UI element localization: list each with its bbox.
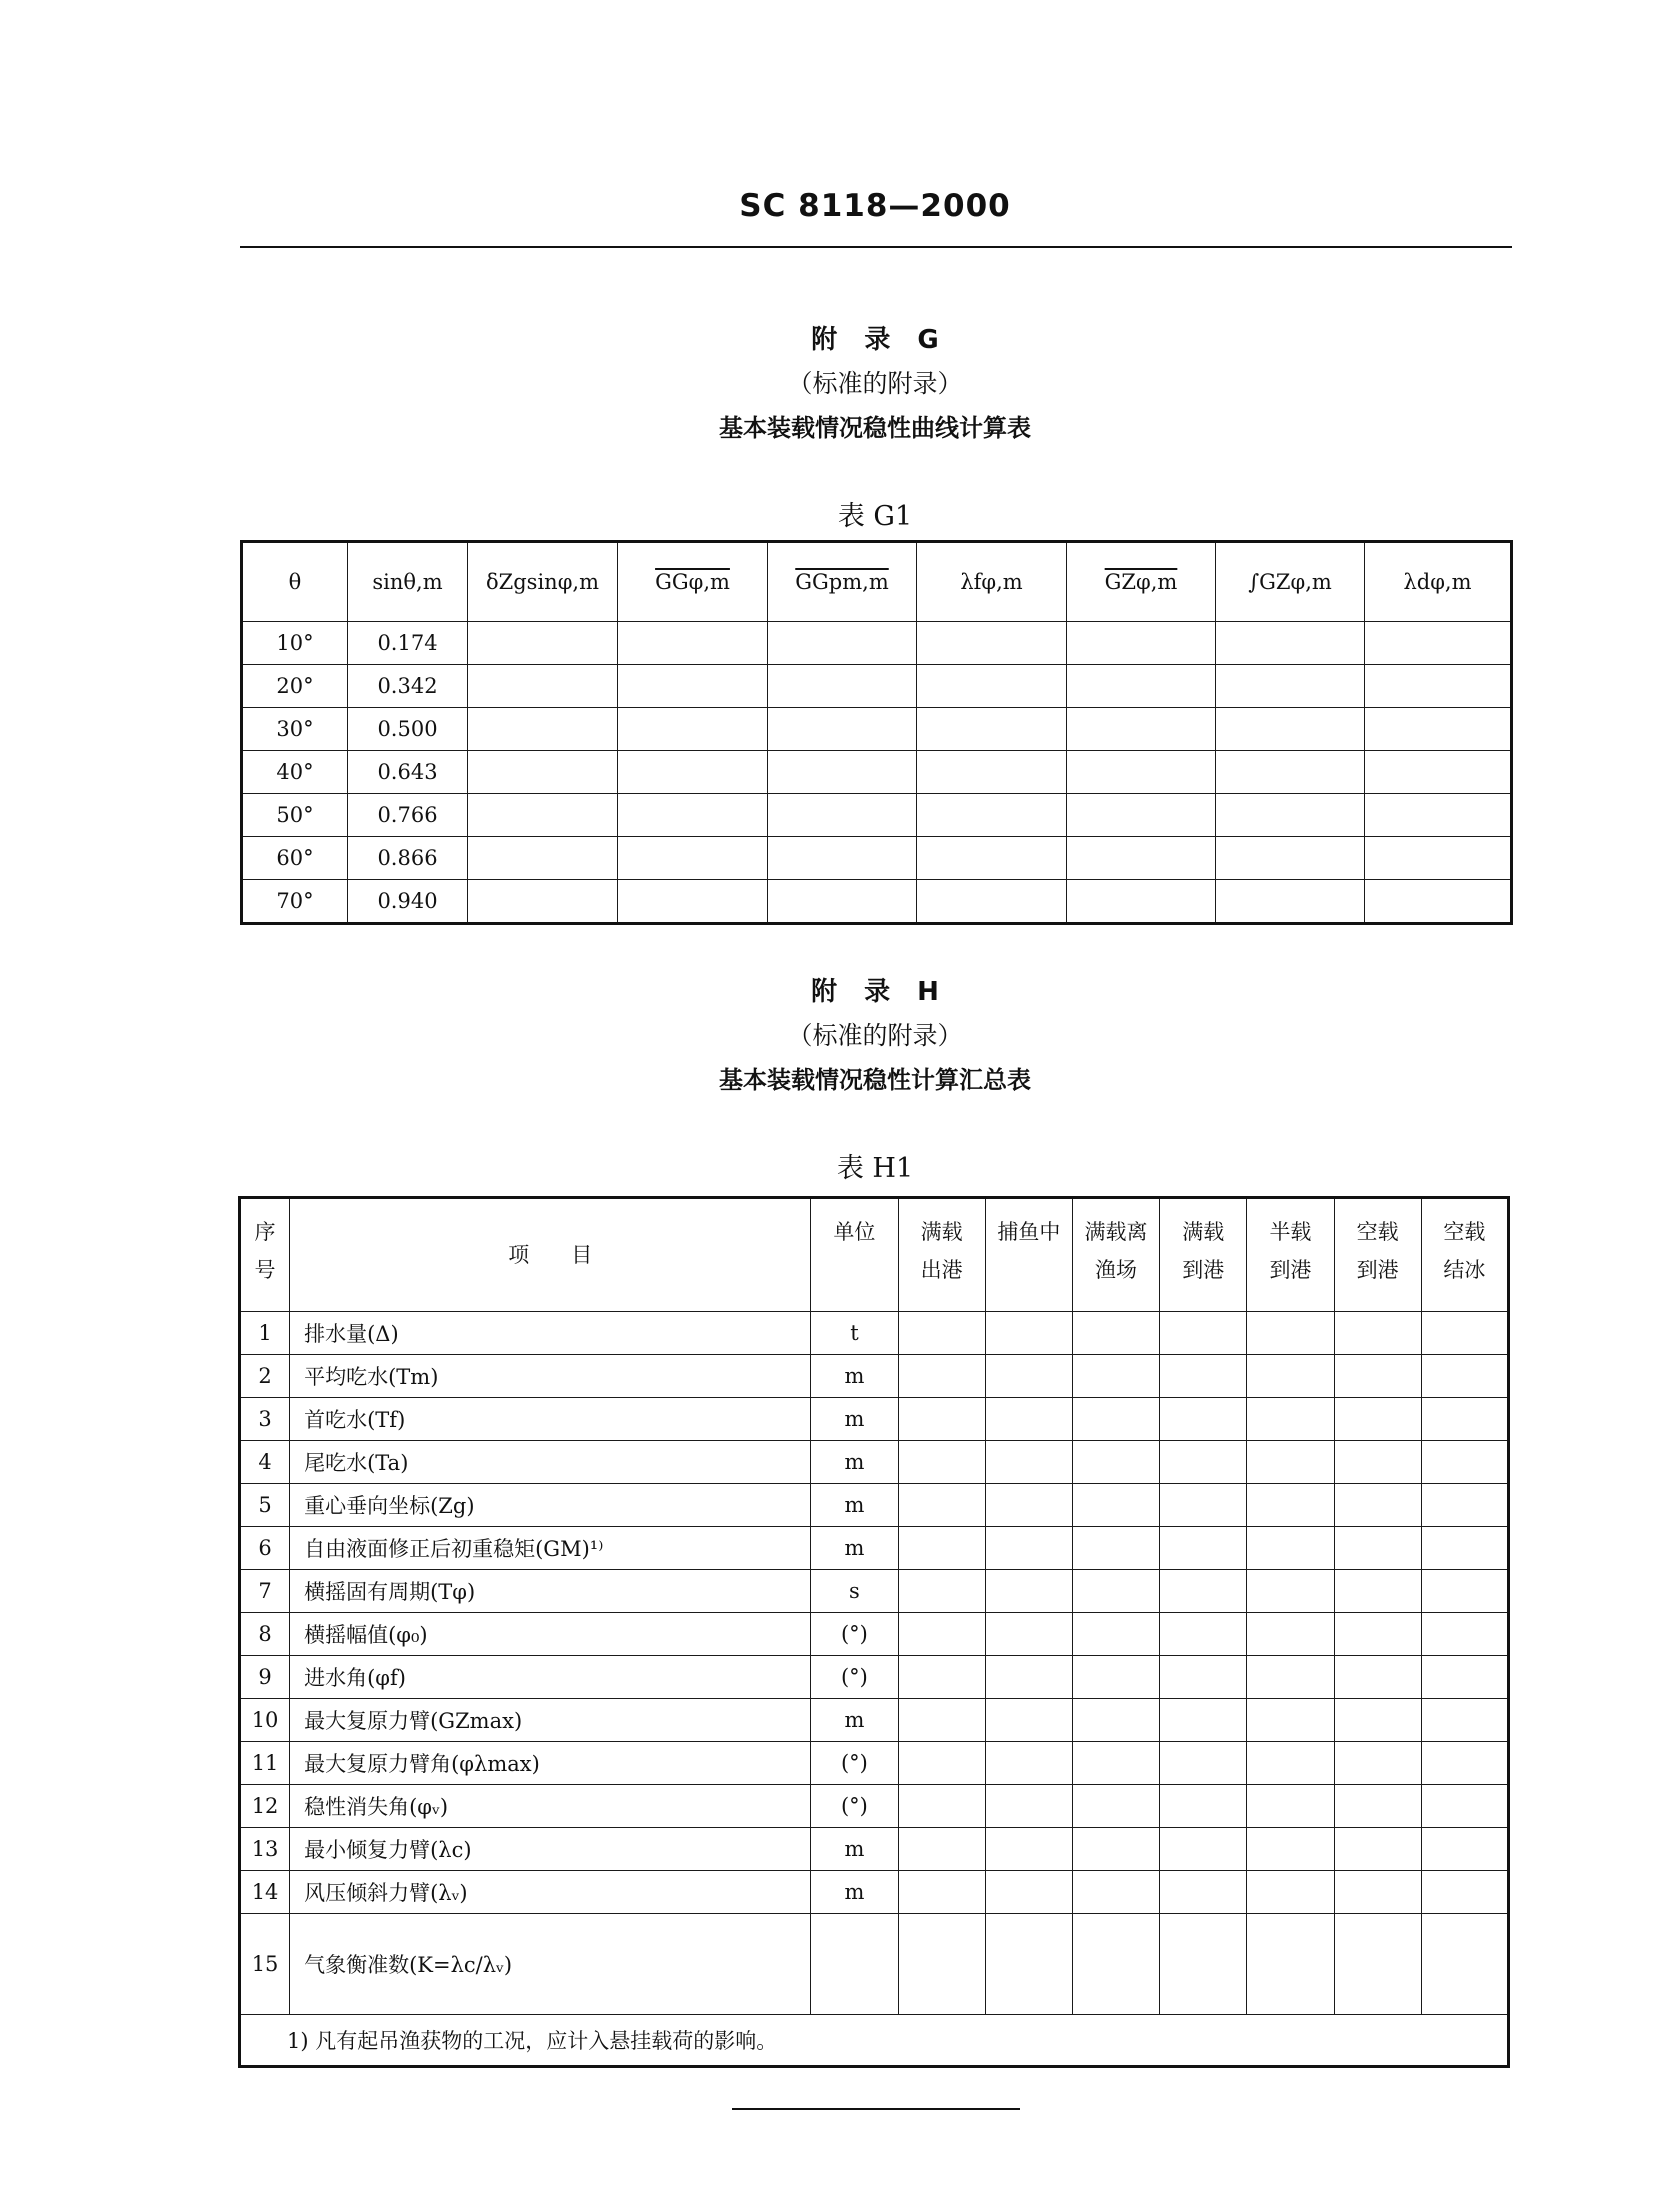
h1-empty-cell [1334,1527,1421,1570]
table-row [240,1828,1509,1871]
h1-empty-cell [985,1742,1072,1785]
g1-empty-cell [618,837,768,880]
g1-empty-cell [1365,665,1512,708]
h1-col-fishing-line1: 捕鱼中 [997,1220,1061,1244]
h1-col-full-depart [898,1198,985,1312]
h1-seq-cell: 4 [240,1441,290,1484]
h1-unit-cell: m [811,1828,898,1871]
h1-empty-cell [1334,1355,1421,1398]
table-g1-header-row [242,542,1512,622]
g1-empty-cell [618,880,768,924]
table-row [240,1785,1509,1828]
header-rule [240,246,1512,248]
appendix-h-heading: 基本装载情况稳性计算汇总表 [719,1066,1031,1094]
g1-empty-cell [1067,751,1216,794]
h1-unit-cell: m [811,1871,898,1914]
h1-empty-cell [1247,1527,1334,1570]
table-row [240,1914,1509,2015]
h1-unit-cell: m [811,1355,898,1398]
g1-empty-cell [917,665,1067,708]
h1-item-cell: 平均吃水(Tm) [290,1355,811,1398]
h1-empty-cell [1247,1441,1334,1484]
h1-empty-cell [1160,1914,1247,2015]
table-row [240,1398,1509,1441]
h1-empty-cell [1160,1570,1247,1613]
h1-empty-cell [898,1527,985,1570]
g1-empty-cell [917,794,1067,837]
h1-col-full-depart-line1: 满载 [920,1220,963,1244]
h1-col-item: 项 目 [290,1198,811,1312]
h1-col-full-arrive-line1: 满载 [1182,1220,1225,1244]
h1-item-cell: 排水量(Δ) [290,1312,811,1355]
h1-seq-cell: 9 [240,1656,290,1699]
g1-angle-cell: 50° [242,794,348,837]
document-number: SC 8118—2000 [739,188,1011,224]
h1-empty-cell [985,1871,1072,1914]
h1-empty-cell [1247,1656,1334,1699]
g1-col-gg: GGφ,m [618,542,768,622]
h1-empty-cell [1072,1613,1159,1656]
h1-empty-cell [1421,1613,1508,1656]
h1-seq-cell: 2 [240,1355,290,1398]
h1-empty-cell [985,1527,1072,1570]
h1-unit-cell: m [811,1699,898,1742]
h1-empty-cell [1421,1441,1508,1484]
h1-empty-cell [898,1355,985,1398]
g1-sin-cell: 0.500 [348,708,468,751]
g1-col-theta: θ [242,542,348,622]
table-g1-caption: 表 G1 [837,501,913,532]
g1-empty-cell [1365,751,1512,794]
h1-empty-cell [1072,1828,1159,1871]
g1-sin-cell: 0.866 [348,837,468,880]
h1-unit-cell: m [811,1484,898,1527]
g1-empty-cell [618,751,768,794]
h1-col-half-arrive [1247,1198,1334,1312]
h1-empty-cell [898,1871,985,1914]
h1-empty-cell [898,1828,985,1871]
g1-empty-cell [1067,880,1216,924]
h1-empty-cell [1247,1398,1334,1441]
h1-item-cell: 首吃水(Tf) [290,1398,811,1441]
h1-col-empty-icing-line1: 空载 [1443,1220,1486,1244]
h1-empty-cell [1160,1785,1247,1828]
appendix-h-header [240,970,1510,1102]
h1-col-half-arrive-line1: 半载 [1269,1220,1312,1244]
h1-seq-cell: 13 [240,1828,290,1871]
h1-empty-cell [1072,1570,1159,1613]
table-h1-header-row [240,1198,1509,1312]
h1-empty-cell [898,1785,985,1828]
h1-item-cell: 横摇幅值(φ₀) [290,1613,811,1656]
h1-empty-cell [1072,1527,1159,1570]
h1-empty-cell [898,1398,985,1441]
g1-sin-cell: 0.342 [348,665,468,708]
h1-empty-cell [985,1484,1072,1527]
g1-empty-cell [1216,837,1365,880]
h1-empty-cell [1334,1742,1421,1785]
g1-empty-cell [468,708,618,751]
h1-col-empty-arrive [1334,1198,1421,1312]
h1-empty-cell [1247,1570,1334,1613]
h1-empty-cell [1421,1742,1508,1785]
g1-empty-cell [1216,665,1365,708]
h1-empty-cell [1421,1785,1508,1828]
g1-empty-cell [1067,794,1216,837]
g1-empty-cell [468,665,618,708]
h1-seq-cell: 15 [240,1914,290,2015]
h1-col-full-leave-ground [1072,1198,1159,1312]
h1-empty-cell [1072,1914,1159,2015]
h1-seq-cell: 11 [240,1742,290,1785]
g1-empty-cell [468,794,618,837]
h1-empty-cell [1160,1484,1247,1527]
h1-empty-cell [1160,1656,1247,1699]
h1-col-full-leave-ground-line2: 渔场 [1095,1258,1138,1282]
g1-empty-cell [1216,880,1365,924]
h1-col-unit: 单位 [811,1198,898,1312]
h1-empty-cell [898,1570,985,1613]
h1-col-empty-arrive-line1: 空载 [1356,1220,1399,1244]
h1-empty-cell [985,1312,1072,1355]
h1-empty-cell [1160,1527,1247,1570]
g1-angle-cell: 40° [242,751,348,794]
h1-col-half-arrive-line2: 到港 [1269,1258,1312,1282]
table-row [242,837,1512,880]
g1-empty-cell [1365,880,1512,924]
g1-empty-cell [1067,622,1216,665]
g1-col-lambda-d: λdφ,m [1365,542,1512,622]
h1-empty-cell [1247,1828,1334,1871]
h1-item-cell: 重心垂向坐标(Zg) [290,1484,811,1527]
h1-item-cell: 最大复原力臂角(φλmax) [290,1742,811,1785]
h1-item-cell: 进水角(φf) [290,1656,811,1699]
g1-empty-cell [1365,794,1512,837]
g1-empty-cell [917,880,1067,924]
table-row [240,1441,1509,1484]
h1-item-cell: 尾吃水(Ta) [290,1441,811,1484]
h1-empty-cell [985,1570,1072,1613]
h1-col-empty-arrive-line2: 到港 [1356,1258,1399,1282]
g1-angle-cell: 10° [242,622,348,665]
h1-unit-cell: m [811,1398,898,1441]
h1-item-cell: 横摇固有周期(Tφ) [290,1570,811,1613]
h1-empty-cell [1334,1914,1421,2015]
h1-col-seq-line1: 序 [254,1220,276,1244]
h1-unit-cell: m [811,1527,898,1570]
table-row [240,1484,1509,1527]
h1-empty-cell [985,1828,1072,1871]
g1-empty-cell [1216,622,1365,665]
h1-empty-cell [1334,1484,1421,1527]
h1-empty-cell [1247,1355,1334,1398]
g1-empty-cell [618,622,768,665]
table-h1-footnote: 1) 凡有起吊渔获物的工况，应计入悬挂载荷的影响。 [240,2015,1509,2067]
h1-empty-cell [985,1699,1072,1742]
g1-empty-cell [917,751,1067,794]
appendix-g-subtitle: （标准的附录） [787,369,963,398]
g1-col-dzg: δZgsinφ,m [468,542,618,622]
h1-seq-cell: 8 [240,1613,290,1656]
table-row [240,1871,1509,1914]
table-row [242,751,1512,794]
h1-empty-cell [898,1312,985,1355]
h1-empty-cell [1072,1484,1159,1527]
g1-sin-cell: 0.174 [348,622,468,665]
g1-empty-cell [1216,751,1365,794]
h1-item-cell: 自由液面修正后初重稳矩(GM)¹⁾ [290,1527,811,1570]
h1-empty-cell [1334,1398,1421,1441]
h1-empty-cell [1072,1441,1159,1484]
g1-empty-cell [768,708,917,751]
h1-empty-cell [898,1613,985,1656]
h1-item-cell: 最小倾复力臂(λc) [290,1828,811,1871]
h1-empty-cell [1334,1828,1421,1871]
h1-empty-cell [1160,1441,1247,1484]
h1-empty-cell [898,1441,985,1484]
table-row [240,1699,1509,1742]
h1-empty-cell [1160,1312,1247,1355]
g1-angle-cell: 60° [242,837,348,880]
table-row [242,708,1512,751]
table-row [240,1355,1509,1398]
h1-empty-cell [1247,1312,1334,1355]
h1-empty-cell [985,1785,1072,1828]
g1-angle-cell: 70° [242,880,348,924]
g1-empty-cell [468,622,618,665]
table-row [240,1570,1509,1613]
h1-empty-cell [1334,1871,1421,1914]
h1-col-full-depart-line2: 出港 [920,1258,963,1282]
h1-empty-cell [1160,1828,1247,1871]
g1-empty-cell [1216,794,1365,837]
g1-empty-cell [1067,708,1216,751]
h1-empty-cell [1072,1656,1159,1699]
h1-unit-cell: (°) [811,1613,898,1656]
g1-empty-cell [1067,665,1216,708]
h1-empty-cell [898,1484,985,1527]
h1-empty-cell [1421,1570,1508,1613]
table-row [240,1656,1509,1699]
h1-empty-cell [1072,1312,1159,1355]
h1-empty-cell [1421,1527,1508,1570]
h1-unit-cell [811,1914,898,2015]
g1-empty-cell [1067,837,1216,880]
h1-empty-cell [1247,1484,1334,1527]
g1-sin-cell: 0.766 [348,794,468,837]
h1-empty-cell [1247,1742,1334,1785]
g1-empty-cell [768,665,917,708]
h1-col-full-arrive-line2: 到港 [1182,1258,1225,1282]
h1-empty-cell [1421,1871,1508,1914]
h1-empty-cell [1072,1871,1159,1914]
h1-col-empty-icing-line2: 结冰 [1443,1258,1486,1282]
g1-col-gz: GZφ,m [1067,542,1216,622]
h1-empty-cell [985,1441,1072,1484]
appendix-g-title: 附 录 G [811,325,939,355]
h1-seq-cell: 10 [240,1699,290,1742]
bottom-rule [732,2108,1020,2110]
h1-empty-cell [1334,1570,1421,1613]
h1-empty-cell [1247,1785,1334,1828]
g1-empty-cell [768,751,917,794]
h1-empty-cell [898,1914,985,2015]
g1-col-sin: sinθ,m [348,542,468,622]
g1-empty-cell [618,708,768,751]
h1-seq-cell: 3 [240,1398,290,1441]
g1-empty-cell [917,837,1067,880]
h1-empty-cell [985,1613,1072,1656]
h1-empty-cell [1334,1312,1421,1355]
h1-unit-cell: m [811,1441,898,1484]
h1-empty-cell [1421,1656,1508,1699]
g1-sin-cell: 0.940 [348,880,468,924]
table-row [242,622,1512,665]
h1-empty-cell [1247,1914,1334,2015]
h1-empty-cell [1160,1871,1247,1914]
h1-empty-cell [985,1398,1072,1441]
g1-col-lambda-f: λfφ,m [917,542,1067,622]
h1-empty-cell [1421,1355,1508,1398]
h1-col-seq-line2: 号 [254,1258,276,1282]
h1-empty-cell [1421,1828,1508,1871]
h1-col-fishing [985,1198,1072,1312]
h1-empty-cell [1072,1742,1159,1785]
g1-empty-cell [618,794,768,837]
h1-empty-cell [1334,1441,1421,1484]
h1-empty-cell [1247,1871,1334,1914]
h1-empty-cell [1334,1656,1421,1699]
h1-empty-cell [1421,1914,1508,2015]
g1-angle-cell: 20° [242,665,348,708]
h1-empty-cell [1160,1355,1247,1398]
g1-empty-cell [1365,622,1512,665]
g1-empty-cell [1216,708,1365,751]
g1-col-ggpm: GGpm,m [768,542,917,622]
h1-seq-cell: 5 [240,1484,290,1527]
h1-unit-cell: (°) [811,1742,898,1785]
appendix-h-title: 附 录 H [811,977,939,1007]
h1-unit-cell: (°) [811,1785,898,1828]
table-h1-caption: 表 H1 [836,1153,914,1184]
appendix-h-subtitle: （标准的附录） [787,1021,963,1050]
g1-empty-cell [468,751,618,794]
g1-empty-cell [768,622,917,665]
h1-item-cell: 气象衡准数(K=λc/λᵥ) [290,1914,811,2015]
g1-empty-cell [1365,837,1512,880]
h1-col-full-arrive [1160,1198,1247,1312]
h1-empty-cell [1421,1699,1508,1742]
h1-empty-cell [1421,1398,1508,1441]
g1-col-integral-gz: ∫GZφ,m [1216,542,1365,622]
h1-unit-cell: t [811,1312,898,1355]
g1-empty-cell [1365,708,1512,751]
table-row [240,1742,1509,1785]
table-row [240,1312,1509,1355]
h1-empty-cell [1334,1699,1421,1742]
h1-empty-cell [985,1656,1072,1699]
g1-empty-cell [618,665,768,708]
h1-empty-cell [1160,1398,1247,1441]
h1-unit-cell: s [811,1570,898,1613]
h1-item-cell: 风压倾斜力臂(λᵥ) [290,1871,811,1914]
table-h1-footnote-row [240,2015,1509,2067]
g1-empty-cell [468,880,618,924]
h1-seq-cell: 6 [240,1527,290,1570]
h1-empty-cell [1072,1355,1159,1398]
table-row [240,1613,1509,1656]
h1-item-cell: 稳性消失角(φᵥ) [290,1785,811,1828]
h1-empty-cell [1334,1785,1421,1828]
h1-col-seq [240,1198,290,1312]
table-row [240,1527,1509,1570]
h1-seq-cell: 14 [240,1871,290,1914]
h1-empty-cell [1072,1398,1159,1441]
table-row [242,794,1512,837]
h1-empty-cell [1072,1699,1159,1742]
g1-empty-cell [917,708,1067,751]
g1-empty-cell [768,794,917,837]
table-row [242,665,1512,708]
h1-col-empty-icing [1421,1198,1508,1312]
g1-empty-cell [468,837,618,880]
h1-empty-cell [1160,1613,1247,1656]
table-g1 [240,540,1513,925]
h1-empty-cell [1072,1785,1159,1828]
h1-empty-cell [898,1742,985,1785]
appendix-g-header [240,318,1510,450]
h1-empty-cell [1247,1699,1334,1742]
h1-seq-cell: 7 [240,1570,290,1613]
g1-empty-cell [768,837,917,880]
g1-empty-cell [917,622,1067,665]
h1-empty-cell [1160,1699,1247,1742]
h1-empty-cell [898,1699,985,1742]
h1-unit-cell: (°) [811,1656,898,1699]
table-h1 [238,1196,1510,2068]
h1-empty-cell [985,1355,1072,1398]
g1-sin-cell: 0.643 [348,751,468,794]
g1-angle-cell: 30° [242,708,348,751]
h1-col-full-leave-ground-line1: 满载离 [1084,1220,1148,1244]
appendix-g-heading: 基本装载情况稳性曲线计算表 [719,414,1031,442]
h1-empty-cell [1334,1613,1421,1656]
h1-item-cell: 最大复原力臂(GZmax) [290,1699,811,1742]
h1-empty-cell [1247,1613,1334,1656]
h1-seq-cell: 12 [240,1785,290,1828]
table-row [242,880,1512,924]
g1-empty-cell [768,880,917,924]
h1-empty-cell [1160,1742,1247,1785]
h1-empty-cell [985,1914,1072,2015]
h1-empty-cell [1421,1484,1508,1527]
h1-empty-cell [1421,1312,1508,1355]
h1-empty-cell [898,1656,985,1699]
h1-seq-cell: 1 [240,1312,290,1355]
